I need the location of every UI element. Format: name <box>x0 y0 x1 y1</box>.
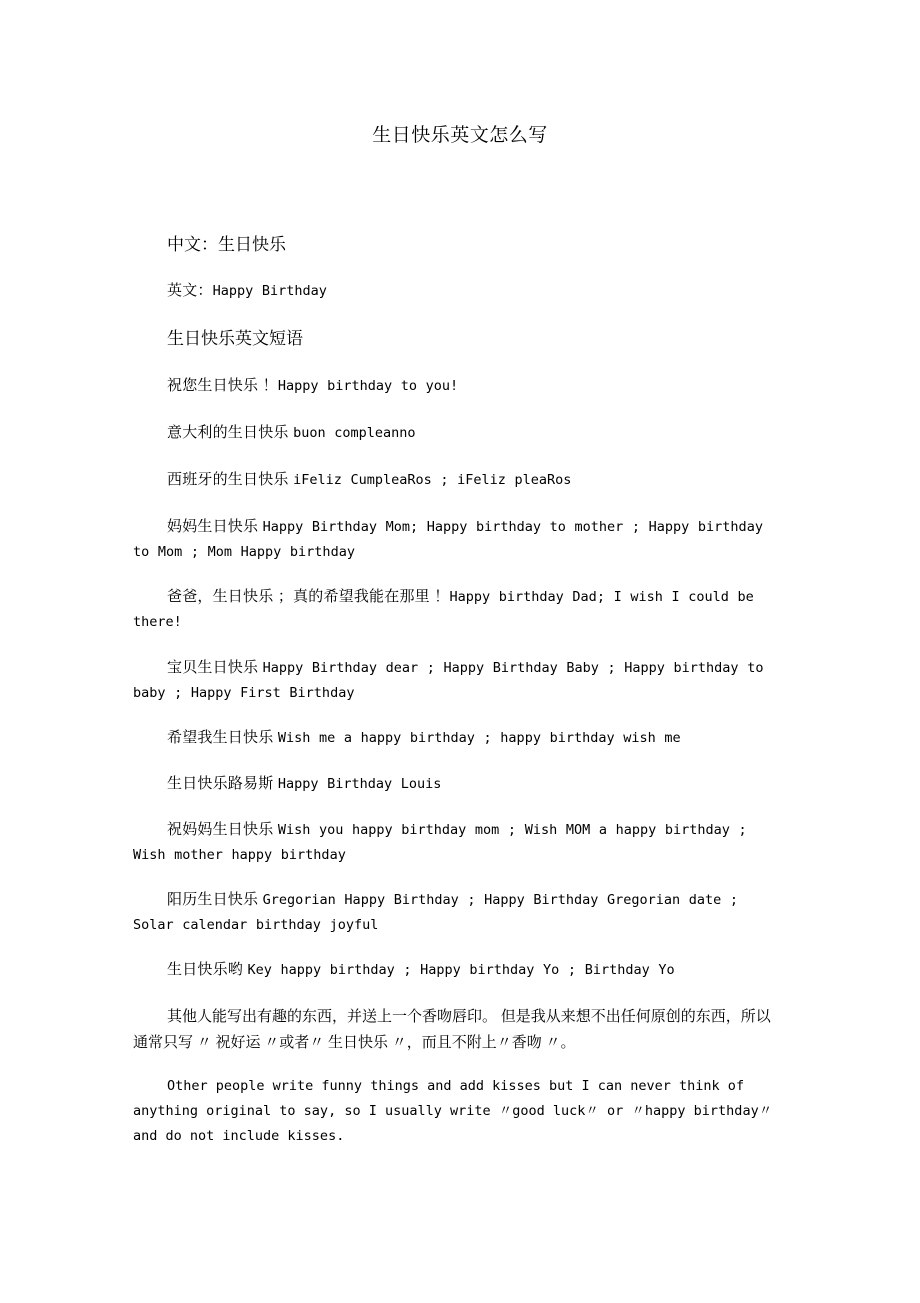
phrase-zh: 祝妈妈生日快乐 <box>167 822 278 838</box>
phrase-en: Happy birthday to you! <box>277 378 459 394</box>
phrase-row <box>133 468 785 493</box>
phrase-row <box>133 818 785 867</box>
phrase-line <box>133 656 785 705</box>
note-chinese-text: 其他人能写出有趣的东西，并送上一个香吻唇印。 但是我从来想不出任何原创的东西，所以通常只写 〃 祝好运 〃或者〃 生日快乐 〃，而且不附上〃香吻 〃。 <box>133 1009 771 1051</box>
english-label-value: Happy Birthday <box>212 283 327 299</box>
phrase-en: Happy birthday Dad; I wish I could be there! <box>133 589 754 630</box>
english-label-text: 英文： <box>167 283 213 299</box>
phrase-zh: 生日快乐哟 <box>167 962 248 978</box>
phrase-zh: 宝贝生日快乐 <box>167 660 263 676</box>
phrase-zh: 西班牙的生日快乐 <box>167 472 294 488</box>
phrase-en: Wish me a happy birthday ; happy birthday wish me <box>277 730 681 746</box>
phrase-row <box>133 888 785 937</box>
english-label-row <box>133 279 785 304</box>
phrase-line <box>133 726 785 751</box>
phrase-line <box>133 374 785 399</box>
note-english-row <box>133 1074 785 1149</box>
page-title: 生日快乐英文怎么写 <box>372 125 548 146</box>
phrase-line <box>133 888 785 937</box>
chinese-label-text: 中文： <box>167 235 218 254</box>
phrase-row <box>133 374 785 399</box>
phrase-line <box>133 585 785 634</box>
phrase-zh: 妈妈生日快乐 <box>167 519 263 535</box>
phrase-en: Wish you happy birthday mom ; Wish MOM a happy birthday ; Wish mother happy birthday <box>133 822 747 863</box>
chinese-label-line <box>133 232 785 258</box>
phrase-row <box>133 585 785 634</box>
phrase-row <box>133 726 785 751</box>
subheading-row <box>133 326 785 352</box>
phrase-row <box>133 772 785 797</box>
phrase-row <box>133 958 785 983</box>
phrase-zh: 生日快乐路易斯 <box>167 776 278 792</box>
note-chinese-row <box>133 1004 785 1056</box>
phrase-en: Gregorian Happy Birthday ; Happy Birthday Gregorian date ; Solar calendar birthday joyful <box>133 892 739 933</box>
phrase-en: Happy Birthday Louis <box>277 776 442 792</box>
phrase-zh: 爸爸，生日快乐 ；真的希望我能在那里 ！ <box>167 589 450 605</box>
phrase-zh: 祝您生日快乐 ！ <box>167 378 278 394</box>
section-subheading: 生日快乐英文短语 <box>167 329 303 348</box>
phrase-line <box>133 515 785 564</box>
phrase-en: Happy Birthday Mom; Happy birthday to mother ; Happy birthday to Mom ; Mom Happy birthday <box>133 519 763 560</box>
phrase-zh: 阳历生日快乐 <box>167 892 263 908</box>
phrase-line <box>133 958 785 983</box>
phrase-zh: 希望我生日快乐 <box>167 730 278 746</box>
phrase-en: Happy Birthday dear ; Happy Birthday Baby ; Happy birthday to baby ; Happy First Birthday <box>133 660 764 701</box>
phrase-en: buon compleanno <box>293 425 416 441</box>
phrase-en: iFeliz CumpleaRos ; iFeliz pleaRos <box>293 472 572 488</box>
phrase-zh: 意大利的生日快乐 <box>167 425 294 441</box>
chinese-label-row <box>133 232 785 258</box>
phrase-row <box>133 515 785 564</box>
phrase-line <box>133 468 785 493</box>
chinese-label-value: 生日快乐 <box>218 235 286 254</box>
phrase-en: Key happy birthday ; Happy birthday Yo ; Birthday Yo <box>247 962 675 978</box>
note-english-text: Other people write funny things and add kisses but I can never think of anything original to say, so I usually write 〃good luck〃 or 〃happy birthday〃 and do not include kisses. <box>133 1078 773 1144</box>
phrase-row <box>133 656 785 705</box>
phrase-line <box>133 818 785 867</box>
phrase-line <box>133 772 785 797</box>
english-label-line <box>133 279 785 304</box>
phrase-line <box>133 421 785 446</box>
phrase-row <box>133 421 785 446</box>
